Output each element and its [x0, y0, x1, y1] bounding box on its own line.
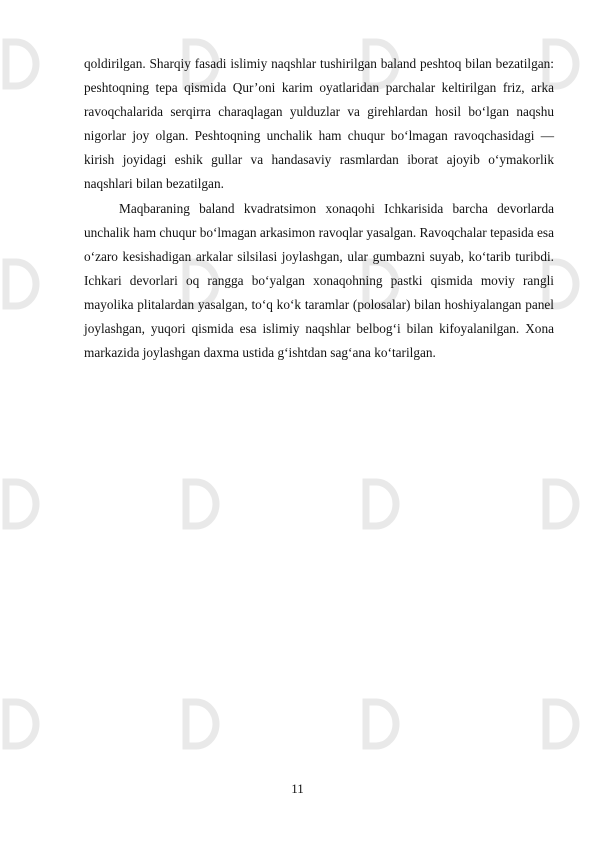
watermark-logo: [546, 702, 576, 746]
watermark-logo: [6, 702, 36, 746]
watermark-logo: [6, 482, 36, 526]
watermark-logo: [186, 482, 216, 526]
watermark-logo: [6, 262, 36, 306]
watermark-logo: [546, 482, 576, 526]
page-number: 11: [291, 781, 304, 796]
watermark-logo: [366, 702, 396, 746]
watermark-logo: [186, 702, 216, 746]
body-paragraph: Maqbaraning baland kvadratsimon xonaqohi Ichkarisida barcha devorlarda unchalik ham chuqur bo‘lmagan arkasimon ravoqlar yasalgan. Ravoqchalar tepasida esa o‘zaro kesishadigan arkalar silsilasi joylashgan, ular gumbazni suyab, ko‘tarib turibdi. Ichkari devorlari oq rangga bo‘yalgan xonaqohning pastki qismida moviy rangli mayolika plitalardan yasalgan, to‘q ko‘k taramlar (polosalar) bilan hoshiyalangan panel joylashgan, yuqori qismida esa islimiy naqshlar belbog‘i bilan kifoyalanilgan. Xona markazida joylashgan daxma ustida g‘ishtdan sag‘ana ko‘tarilgan.: [84, 200, 554, 361]
watermark-logo: [366, 482, 396, 526]
body-paragraph: qoldirilgan. Sharqiy fasadi islimiy naqshlar tushirilgan baland peshtoq bilan bezatilgan: peshtoqning tepa qismida Qur’oni karim oyatlaridan parchalar keltirilgan friz, arka ravoqchalarida serqirra charaqlagan yulduzlar va girehlardan hosil bo‘lgan naqshu nigorlar joy olgan. Peshtoqning unchalik ham chuqur bo‘lmagan ravoqchasidagi — kirish joyidagi eshik gullar va handasaviy rasmlardan iborat ajoyib o‘ymakorlik naqshlari bilan bezatilgan.: [84, 56, 554, 192]
watermark-logo: [6, 42, 36, 86]
document-body: [84, 52, 554, 365]
